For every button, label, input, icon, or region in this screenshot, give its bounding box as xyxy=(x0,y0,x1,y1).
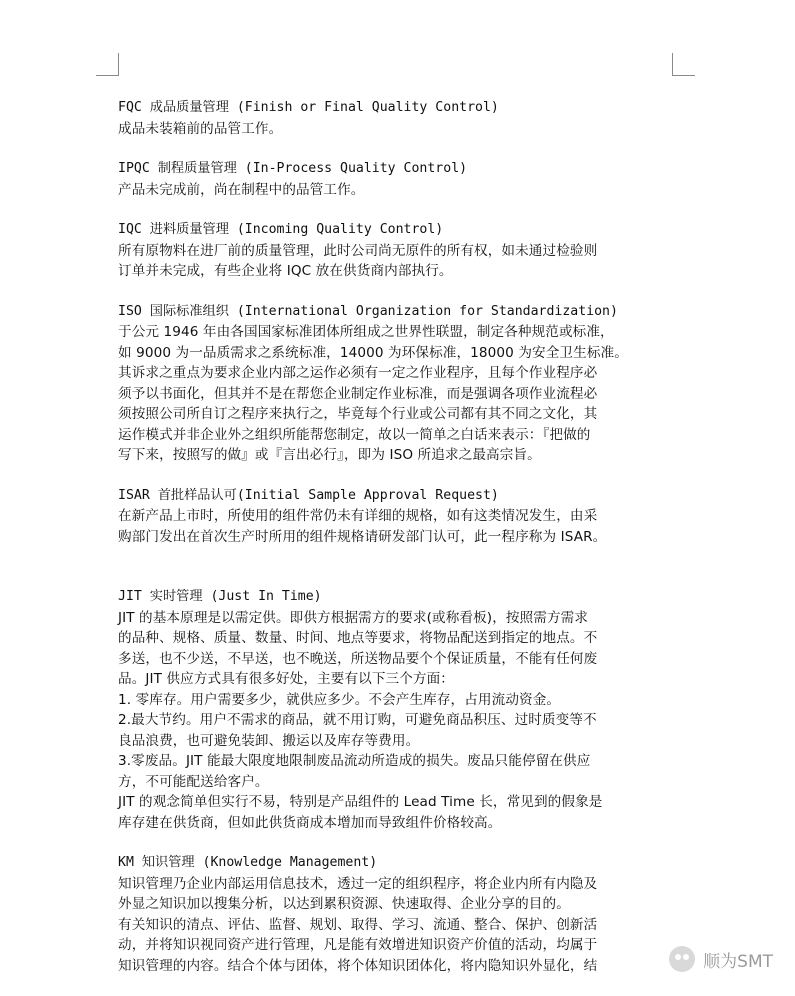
paragraph-line: 方，不可能配送给客户。 xyxy=(118,773,269,790)
paragraph-line: 品。JIT 供应方式具有很多好处，主要有以下三个方面： xyxy=(118,671,454,687)
section-heading: IQC 进料质量管理 (Incoming Quality Control) xyxy=(118,222,444,237)
paragraph-line: 在新产品上市时，所使用的组件常仍未有详细的规格，如有这类情况发生，由采 xyxy=(118,508,598,524)
paragraph-line: 良品浪费，也可避免装卸、搬运以及库存等费用。 xyxy=(118,732,420,749)
paragraph-line: 1. 零库存。用户需要多少，就供应多少。不会产生库存，占用流动资金。 xyxy=(118,691,561,708)
page-corner-mark-top-left xyxy=(96,53,119,76)
paragraph-line: 写下来，按照写的做』或『言出必行』，即为 ISO 所追求之最高宗旨。 xyxy=(118,447,541,463)
paragraph-line: 于公元 1946 年由各国国家标准团体所组成之世界性联盟，制定各种规范或标准， xyxy=(118,324,614,340)
section-heading: IPQC 制程质量管理 (In-Process Quality Control) xyxy=(118,161,468,176)
section-iqc xyxy=(118,220,678,282)
paragraph-line: 动，并将知识视同资产进行管理，凡是能有效增进知识资产价值的活动，均属于 xyxy=(118,937,598,953)
paragraph-line: 有关知识的清点、评估、监督、规划、取得、学习、流通、整合、保护、创新活 xyxy=(118,916,598,933)
section-ipqc xyxy=(118,159,678,200)
paragraph-line: 外显之知识加以搜集分析，以达到累积资源、快速取得、企业分享的目的。 xyxy=(118,896,570,912)
section-fqc xyxy=(118,98,678,139)
paragraph-line: 产品未完成前，尚在制程中的品管工作。 xyxy=(118,181,365,198)
section-jit xyxy=(118,587,678,833)
paragraph-line: JIT 的基本原理是以需定供。即供方根据需方的要求(或称看板)，按照需方需求 xyxy=(118,609,589,626)
paragraph-line: 所有原物料在进厂前的质量管理，此时公司尚无原件的所有权，如未通过检验则 xyxy=(118,242,598,259)
paragraph-line: 其诉求之重点为要求企业内部之运作必须有一定之作业程序，且每个作业程序必 xyxy=(118,365,598,381)
section-heading: ISAR 首批样品认可(Initial Sample Approval Request) xyxy=(118,487,499,503)
section-km xyxy=(118,853,678,976)
watermark-text: 顺为SMT xyxy=(703,951,773,972)
section-iso xyxy=(118,302,678,466)
paragraph-line: 运作模式并非企业外之组织所能帮您制定，故以一简单之白话来表示：『把做的 xyxy=(118,426,591,443)
paragraph-line: 知识管理乃企业内部运用信息技术，透过一定的组织程序，将企业内所有内隐及 xyxy=(118,875,598,892)
paragraph-line: 须按照公司所自订之程序来执行之，毕竟每个行业或公司都有其不同之文化，其 xyxy=(118,406,598,422)
document-body xyxy=(118,98,678,996)
watermark xyxy=(669,946,773,972)
paragraph-line: 多送，也不少送，不早送，也不晚送，所送物品要个个保证质量，不能有任何废 xyxy=(118,650,598,667)
paragraph-line: 的品种、规格、质量、数量、时间、地点等要求，将物品配送到指定的地点。不 xyxy=(118,630,598,646)
paragraph-line: 成品未装箱前的品管工作。 xyxy=(118,120,283,137)
section-heading: JIT 实时管理 (Just In Time) xyxy=(118,589,322,604)
section-heading: FQC 成品质量管理 (Finish or Final Quality Control) xyxy=(118,100,499,115)
paragraph-line: 知识管理的内容。结合个体与团体，将个体知识团体化，将内隐知识外显化，结 xyxy=(118,957,598,974)
paragraph-line: 须予以书面化，但其并不是在帮您企业制定作业标准，而是强调各项作业流程必 xyxy=(118,385,598,402)
paragraph-line: 如 9000 为一品质需求之系统标准，14000 为环保标准，18000 为安全卫生标准。 xyxy=(118,344,628,361)
paragraph-line: 订单并未完成，有些企业将 IQC 放在供货商内部执行。 xyxy=(118,263,453,279)
wechat-icon xyxy=(669,946,695,972)
section-heading: ISO 国际标准组织 (International Organization for Standardization) xyxy=(118,303,618,319)
section-isar xyxy=(118,486,678,548)
paragraph-line: JIT 的观念简单但实行不易，特别是产品组件的 Lead Time 长，常见到的假象是 xyxy=(118,794,603,810)
paragraph-line: 库存建在供货商，但如此供货商成本增加而导致组件价格较高。 xyxy=(118,814,502,831)
page-corner-mark-top-right xyxy=(672,53,695,76)
paragraph-line: 购部门发出在首次生产时所用的组件规格请研发部门认可，此一程序称为 ISAR。 xyxy=(118,528,607,545)
paragraph-line: 3.零废品。JIT 能最大限度地限制废品流动所造成的损失。废品只能停留在供应 xyxy=(118,753,591,769)
paragraph-line: 2.最大节约。用户不需求的商品，就不用订购，可避免商品积压、过时质变等不 xyxy=(118,712,597,728)
section-heading: KM 知识管理 (Knowledge Management) xyxy=(118,855,378,870)
